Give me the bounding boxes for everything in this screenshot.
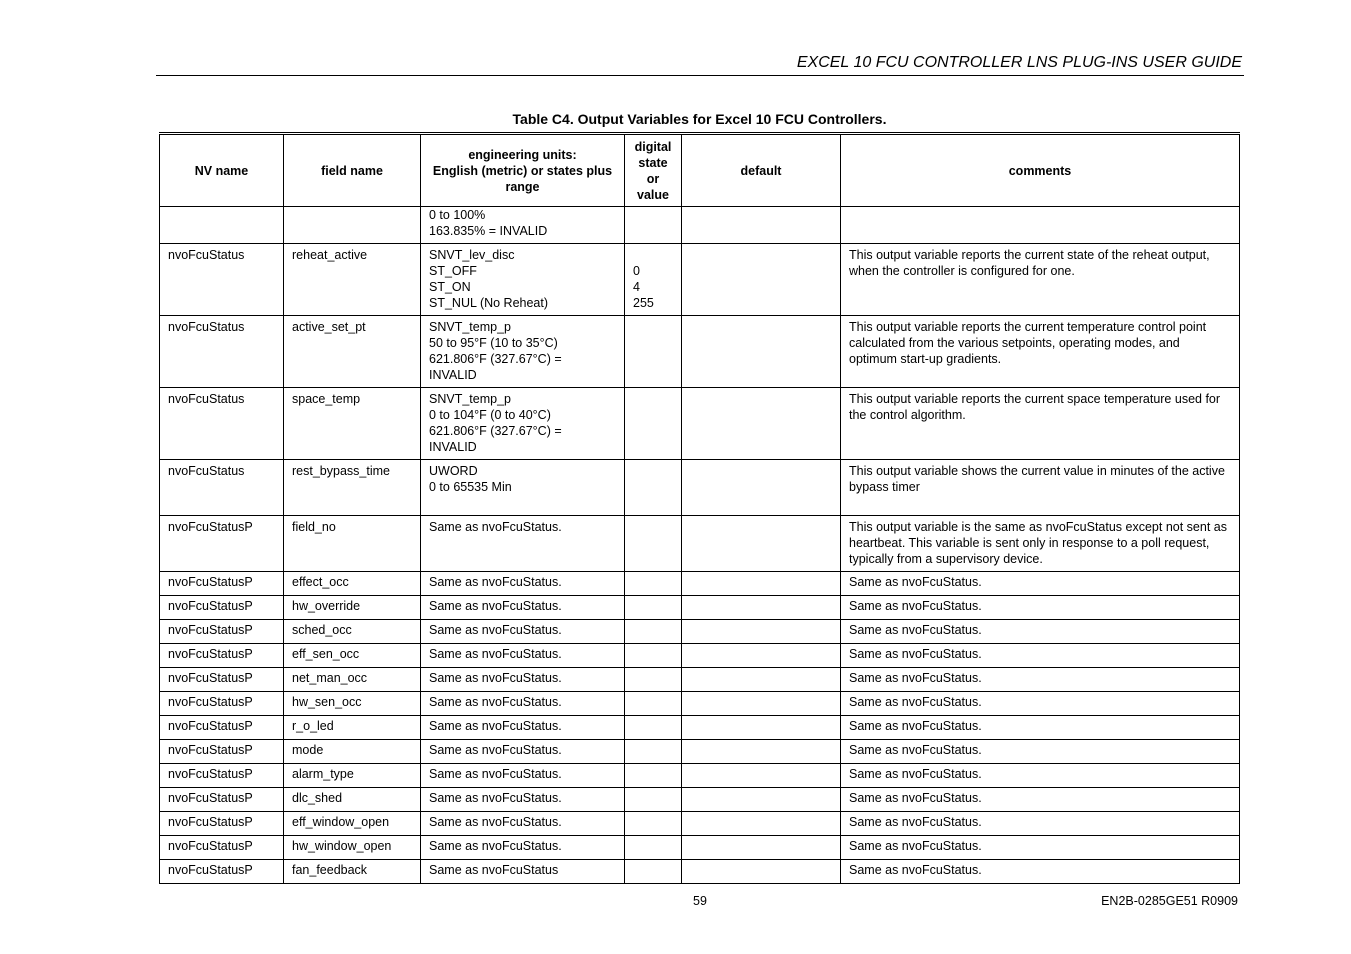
table-row	[160, 812, 1240, 836]
comments-cell	[841, 668, 1240, 692]
nv-name-cell	[160, 460, 284, 516]
units-line: Same as nvoFcuStatus.	[429, 815, 562, 829]
field-name: hw_override	[292, 599, 361, 613]
field-name: alarm_type	[292, 767, 354, 781]
engineering-units-cell	[421, 788, 625, 812]
table-row	[160, 207, 1240, 244]
nv-name-cell	[160, 812, 284, 836]
digital-state-cell	[625, 460, 682, 516]
table-row	[160, 316, 1240, 388]
field-name-cell	[284, 316, 421, 388]
field-name: dlc_shed	[292, 791, 343, 805]
comments-cell	[841, 860, 1240, 884]
running-header-title: EXCEL 10 FCU CONTROLLER LNS PLUG-INS USER GUIDE	[796, 54, 1242, 71]
engineering-units-cell	[421, 620, 625, 644]
default-cell	[682, 644, 841, 668]
digital-state-cell	[625, 572, 682, 596]
nv-name-cell	[160, 620, 284, 644]
output-variables-table	[159, 132, 1240, 884]
comment-text: This output variable reports the current temperature control point calculated from the various setpoints, operating modes, and optimum start-up gradients.	[849, 320, 1207, 366]
digital-state-cell	[625, 836, 682, 860]
digital-state-cell	[625, 388, 682, 460]
nv-name: nvoFcuStatusP	[168, 719, 253, 733]
field-name-cell	[284, 740, 421, 764]
default-cell	[682, 692, 841, 716]
table-row	[160, 764, 1240, 788]
units-line: Same as nvoFcuStatus.	[429, 695, 562, 709]
column-header-nv-name: NV name	[160, 134, 284, 207]
comments-cell	[841, 516, 1240, 572]
comment-text: Same as nvoFcuStatus.	[849, 695, 982, 709]
default-cell	[682, 596, 841, 620]
default-cell	[682, 740, 841, 764]
table-row	[160, 644, 1240, 668]
units-line: INVALID	[429, 368, 477, 382]
engineering-units-cell	[421, 836, 625, 860]
field-name-cell	[284, 668, 421, 692]
comments-cell	[841, 316, 1240, 388]
units-line: Same as nvoFcuStatus.	[429, 743, 562, 757]
field-name-cell	[284, 620, 421, 644]
digital-state-cell	[625, 316, 682, 388]
comments-cell	[841, 244, 1240, 316]
default-cell	[682, 388, 841, 460]
engineering-units-cell	[421, 516, 625, 572]
table-caption: Table C4. Output Variables for Excel 10 FCU Controllers.	[512, 111, 887, 127]
digital-state-cell	[625, 860, 682, 884]
nv-name: nvoFcuStatusP	[168, 695, 253, 709]
default-cell	[682, 207, 841, 244]
nv-name: nvoFcuStatusP	[168, 671, 253, 685]
units-line: ST_ON	[429, 280, 471, 294]
units-line: ST_NUL (No Reheat)	[429, 296, 549, 310]
default-cell	[682, 460, 841, 516]
page-number: 59	[693, 894, 707, 908]
table-row	[160, 460, 1240, 516]
engineering-units-cell	[421, 596, 625, 620]
units-line: 163.835% = INVALID	[429, 224, 548, 238]
field-name: reheat_active	[292, 248, 368, 262]
units-line: Same as nvoFcuStatus.	[429, 599, 562, 613]
field-name-cell	[284, 860, 421, 884]
comment-text: This output variable reports the current state of the reheat output, when the controller is configured for one.	[849, 248, 1210, 278]
nv-name: nvoFcuStatusP	[168, 599, 253, 613]
field-name-cell	[284, 244, 421, 316]
field-name: field_no	[292, 520, 336, 534]
nv-name: nvoFcuStatusP	[168, 791, 253, 805]
comments-cell	[841, 764, 1240, 788]
digital-state-cell	[625, 716, 682, 740]
nv-name: nvoFcuStatusP	[168, 520, 253, 534]
field-name: eff_sen_occ	[292, 647, 360, 661]
table-row	[160, 836, 1240, 860]
digital-state-cell	[625, 668, 682, 692]
engineering-units-cell	[421, 572, 625, 596]
nv-name-cell	[160, 244, 284, 316]
units-line: INVALID	[429, 440, 477, 454]
column-header-field-name: field name	[284, 134, 421, 207]
field-name: eff_window_open	[292, 815, 390, 829]
nv-name-cell	[160, 207, 284, 244]
units-line: 0 to 104°F (0 to 40°C)	[429, 408, 551, 422]
default-cell	[682, 860, 841, 884]
comment-text: Same as nvoFcuStatus.	[849, 743, 982, 757]
default-cell	[682, 620, 841, 644]
nv-name: nvoFcuStatusP	[168, 623, 253, 637]
nv-name: nvoFcuStatusP	[168, 815, 253, 829]
column-header-comments: comments	[841, 134, 1240, 207]
default-cell	[682, 572, 841, 596]
units-line: Same as nvoFcuStatus.	[429, 623, 562, 637]
default-cell	[682, 716, 841, 740]
table-row	[160, 572, 1240, 596]
units-line: 621.806°F (327.67°C) =	[429, 424, 562, 438]
digital-value: 4	[633, 280, 640, 294]
field-name: rest_bypass_time	[292, 464, 390, 478]
default-cell	[682, 812, 841, 836]
nv-name-cell	[160, 572, 284, 596]
digital-value: 0	[633, 264, 640, 278]
units-line: SNVT_temp_p	[429, 320, 511, 334]
units-line: Same as nvoFcuStatus.	[429, 671, 562, 685]
nv-name: nvoFcuStatusP	[168, 743, 253, 757]
comments-cell	[841, 572, 1240, 596]
default-cell	[682, 516, 841, 572]
units-line: 0 to 100%	[429, 208, 486, 222]
field-name: r_o_led	[292, 719, 334, 733]
field-name: hw_window_open	[292, 839, 392, 853]
comments-cell	[841, 812, 1240, 836]
units-line: 621.806°F (327.67°C) =	[429, 352, 562, 366]
digital-state-cell	[625, 788, 682, 812]
nv-name: nvoFcuStatusP	[168, 575, 253, 589]
nv-name-cell	[160, 740, 284, 764]
header-rule	[156, 75, 1244, 76]
table-row	[160, 244, 1240, 316]
nv-name: nvoFcuStatusP	[168, 647, 253, 661]
comments-cell	[841, 388, 1240, 460]
nv-name-cell	[160, 596, 284, 620]
table-row	[160, 388, 1240, 460]
comment-text: Same as nvoFcuStatus.	[849, 815, 982, 829]
comments-cell	[841, 596, 1240, 620]
nv-name: nvoFcuStatusP	[168, 839, 253, 853]
nv-name: nvoFcuStatus	[168, 464, 245, 478]
nv-name: nvoFcuStatusP	[168, 863, 253, 877]
comments-cell	[841, 836, 1240, 860]
comment-text: This output variable reports the current space temperature used for the control algorithm.	[849, 392, 1221, 422]
field-name: mode	[292, 743, 324, 757]
field-name-cell	[284, 836, 421, 860]
comment-text: Same as nvoFcuStatus.	[849, 623, 982, 637]
nv-name-cell	[160, 860, 284, 884]
default-cell	[682, 836, 841, 860]
nv-name-cell	[160, 516, 284, 572]
field-name: effect_occ	[292, 575, 349, 589]
table-row	[160, 716, 1240, 740]
table-row	[160, 740, 1240, 764]
engineering-units-cell	[421, 668, 625, 692]
column-header-engineering-units: engineering units: English (metric) or states plus range	[421, 134, 625, 207]
nv-name-cell	[160, 788, 284, 812]
table-row	[160, 668, 1240, 692]
table-row	[160, 788, 1240, 812]
digital-state-cell	[625, 812, 682, 836]
units-line: ST_OFF	[429, 264, 477, 278]
units-line: Same as nvoFcuStatus.	[429, 647, 562, 661]
field-name: space_temp	[292, 392, 361, 406]
field-name: hw_sen_occ	[292, 695, 362, 709]
units-line: Same as nvoFcuStatus.	[429, 839, 562, 853]
digital-state-cell	[625, 244, 682, 316]
units-line: SNVT_lev_disc	[429, 248, 515, 262]
comment-text: Same as nvoFcuStatus.	[849, 767, 982, 781]
nv-name-cell	[160, 692, 284, 716]
field-name-cell	[284, 572, 421, 596]
nv-name-cell	[160, 836, 284, 860]
comments-cell	[841, 207, 1240, 244]
digital-state-cell	[625, 207, 682, 244]
comment-text: This output variable shows the current value in minutes of the active bypass timer	[849, 464, 1225, 494]
field-name-cell	[284, 388, 421, 460]
engineering-units-cell	[421, 716, 625, 740]
comments-cell	[841, 620, 1240, 644]
document-id: EN2B-0285GE51 R0909	[1101, 894, 1238, 908]
nv-name-cell	[160, 764, 284, 788]
comment-text: Same as nvoFcuStatus.	[849, 839, 982, 853]
field-name-cell	[284, 207, 421, 244]
nv-name-cell	[160, 668, 284, 692]
default-cell	[682, 244, 841, 316]
units-line: UWORD	[429, 464, 478, 478]
nv-name: nvoFcuStatus	[168, 392, 245, 406]
comments-cell	[841, 644, 1240, 668]
field-name: active_set_pt	[292, 320, 366, 334]
default-cell	[682, 788, 841, 812]
digital-state-cell	[625, 620, 682, 644]
default-cell	[682, 316, 841, 388]
digital-state-cell	[625, 596, 682, 620]
units-line: Same as nvoFcuStatus.	[429, 791, 562, 805]
digital-state-cell	[625, 644, 682, 668]
field-name: net_man_occ	[292, 671, 368, 685]
column-header-default: default	[682, 134, 841, 207]
units-line: Same as nvoFcuStatus.	[429, 575, 562, 589]
engineering-units-cell	[421, 644, 625, 668]
engineering-units-cell	[421, 207, 625, 244]
digital-state-cell	[625, 740, 682, 764]
field-name-cell	[284, 812, 421, 836]
field-name-cell	[284, 692, 421, 716]
nv-name: nvoFcuStatus	[168, 320, 245, 334]
field-name-cell	[284, 516, 421, 572]
units-line: Same as nvoFcuStatus.	[429, 719, 562, 733]
digital-state-cell	[625, 692, 682, 716]
field-name: fan_feedback	[292, 863, 368, 877]
engineering-units-cell	[421, 316, 625, 388]
engineering-units-cell	[421, 860, 625, 884]
table-row	[160, 620, 1240, 644]
engineering-units-cell	[421, 740, 625, 764]
field-name-cell	[284, 716, 421, 740]
digital-value	[633, 247, 673, 263]
nv-name-cell	[160, 316, 284, 388]
comments-cell	[841, 692, 1240, 716]
comment-text: Same as nvoFcuStatus.	[849, 647, 982, 661]
field-name-cell	[284, 460, 421, 516]
digital-state-cell	[625, 516, 682, 572]
comments-cell	[841, 788, 1240, 812]
engineering-units-cell	[421, 692, 625, 716]
nv-name: nvoFcuStatusP	[168, 767, 253, 781]
units-line: 50 to 95°F (10 to 35°C)	[429, 336, 558, 350]
comment-text: This output variable is the same as nvoFcuStatus except not sent as heartbeat. This variable is sent only in response to a poll request, typically from a supervisory device.	[849, 520, 1227, 566]
comment-text: Same as nvoFcuStatus.	[849, 863, 982, 877]
nv-name-cell	[160, 644, 284, 668]
comment-text: Same as nvoFcuStatus.	[849, 599, 982, 613]
comment-text: Same as nvoFcuStatus.	[849, 719, 982, 733]
units-line: Same as nvoFcuStatus	[429, 863, 559, 877]
field-name-cell	[284, 788, 421, 812]
comments-cell	[841, 740, 1240, 764]
column-header-digital-state: digital state or value	[625, 134, 682, 207]
digital-state-cell	[625, 764, 682, 788]
table-row	[160, 596, 1240, 620]
nv-name-cell	[160, 388, 284, 460]
comment-text: Same as nvoFcuStatus.	[849, 791, 982, 805]
table-row	[160, 516, 1240, 572]
table-header-row	[160, 134, 1240, 207]
field-name: sched_occ	[292, 623, 352, 637]
engineering-units-cell	[421, 460, 625, 516]
comment-text: Same as nvoFcuStatus.	[849, 575, 982, 589]
digital-value: 255	[633, 296, 654, 310]
engineering-units-cell	[421, 764, 625, 788]
units-line: Same as nvoFcuStatus.	[429, 767, 562, 781]
units-line: 0 to 65535 Min	[429, 480, 512, 494]
default-cell	[682, 668, 841, 692]
engineering-units-cell	[421, 244, 625, 316]
field-name-cell	[284, 764, 421, 788]
comment-text: Same as nvoFcuStatus.	[849, 671, 982, 685]
table-row	[160, 692, 1240, 716]
comments-cell	[841, 460, 1240, 516]
units-line: SNVT_temp_p	[429, 392, 511, 406]
field-name-cell	[284, 596, 421, 620]
nv-name: nvoFcuStatus	[168, 248, 245, 262]
nv-name-cell	[160, 716, 284, 740]
engineering-units-cell	[421, 388, 625, 460]
table-row	[160, 860, 1240, 884]
field-name-cell	[284, 644, 421, 668]
comments-cell	[841, 716, 1240, 740]
engineering-units-cell	[421, 812, 625, 836]
default-cell	[682, 764, 841, 788]
units-line: Same as nvoFcuStatus.	[429, 520, 562, 534]
